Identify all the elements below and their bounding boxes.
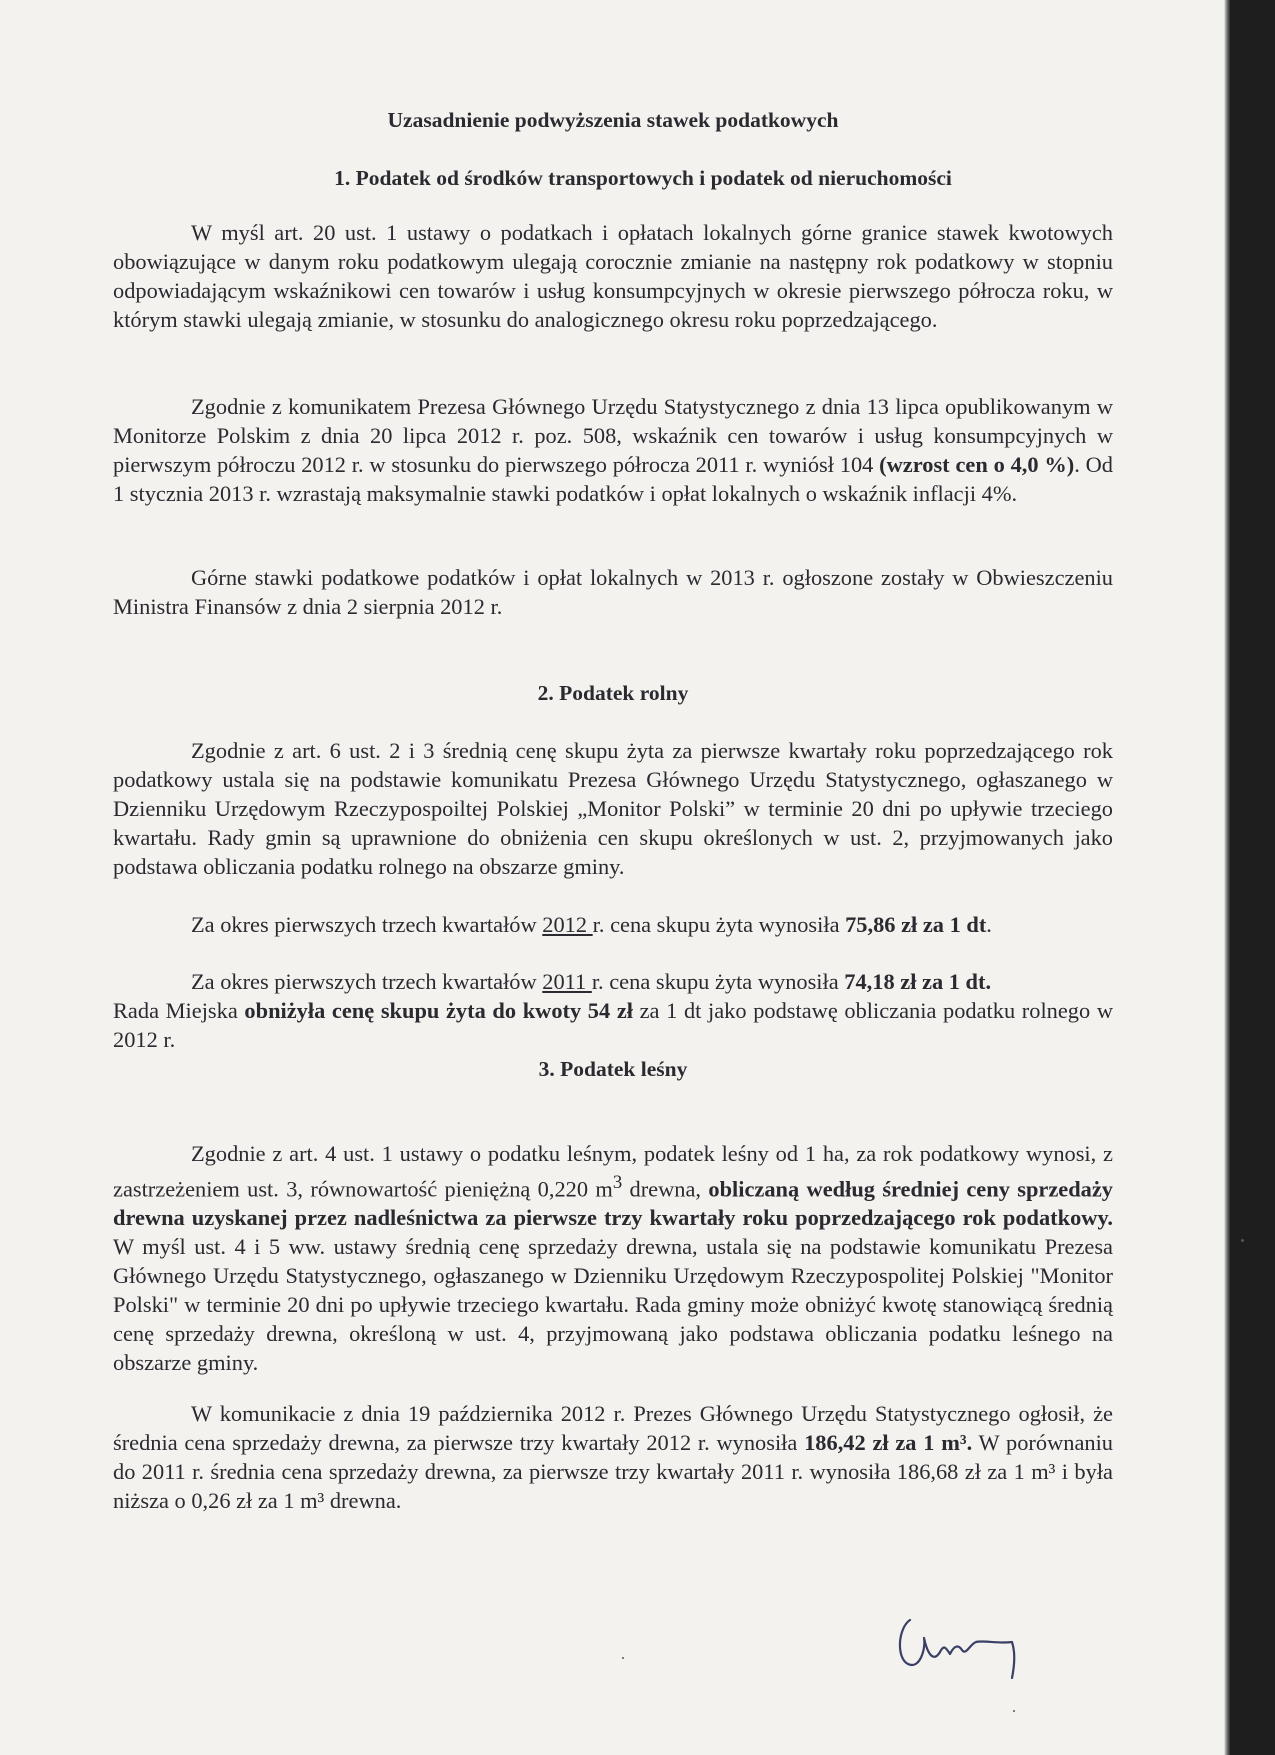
- section-2-paragraph-1: Zgodnie z art. 6 ust. 2 i 3 średnią cenę skupu żyta za pierwsze kwartały roku poprzedzającego rok podatkowy ustala się na podstawie komunikatu Prezesa Głównego Urzędu Statystycznego, ogłaszanego w Dzienniku Urzędowym Rzeczypospoiltej Polskiej „Monitor Polski” w terminie 20 dni po upływie trzeciego kwartału. Rady gmin są uprawnione do obniżenia cen skupu określonych w ust. 2, przyjmowanych jako podstawa obliczania podatku rolnego na obszarze gminy.: [113, 738, 1113, 879]
- section-3-paragraph-1: Zgodnie z art. 4 ust. 1 ustawy o podatku leśnym, podatek leśny od 1 ha, za rok podatkowy wynosi, z zastrzeżeniem ust. 3, równowartość pieniężną 0,220 $m^3$ drewna, obliczaną według średniej ceny sprzedaży drewna uzyskanej przez nadleśnictwa za pierwsze trzy kwartały roku poprzedzającego rok podatkowy. W myśl ust. 4 i 5 ww. ustawy średnią cenę sprzedaży drewna, ustala się na podstawie komunikatu Prezesa Głównego Urzędu Statystycznego, ogłaszanego w Dzienniku Urzędowym Rzeczypospolitej Polskiej "Monitor Polski" w terminie 20 dni po upływie trzeciego kwartału. Rada gminy może obniżyć kwotę stanowiącą średnią cenę sprzedaży drewna, określoną w ust. 4, przyjmowaną jako podstawa obliczania podatku leśnego na obszarze gminy.: [113, 1141, 1114, 1376]
- scan-page-edge: [1227, 0, 1275, 1755]
- section-1-paragraph-2: Zgodnie z komunikatem Prezesa Głównego Urzędu Statystycznego z dnia 13 lipca opublikowanym w Monitorze Polskim z dnia 20 lipca 2012 r. poz. 508, wskaźnik cen towarów i usług konsumpcyjnych w pierwszym półroczu 2012 r. w stosunku do pierwszego półrocza 2011 r. wyniósł 104 (wzrost cen o 4,0 %). Od 1 stycznia 2013 r. wzrastają maksymalnie stawki podatków i opłat lokalnych o wskaźnik inflacji 4%.: [113, 394, 1114, 506]
- inflation-highlight: (wzrost cen o 4,0 %): [879, 452, 1075, 477]
- section-3-paragraph-2: W komunikacie z dnia 19 października 2012 r. Prezes Głównego Urzędu Statystycznego ogłosił, że średnia cena sprzedaży drewna, za pierwsze trzy kwartały 2012 r. wynosiła 186,42 zł za 1 m³. W porównaniu do 2011 r. średnia cena sprzedaży drewna, za pierwsze trzy kwartały 2011 r. wynosiła 186,68 zł za 1 m³ i była niższa o 0,26 zł za 1 m³ drewna.: [113, 1401, 1113, 1513]
- section-1-paragraph-1: W myśl art. 20 ust. 1 ustawy o podatkach i opłatach lokalnych górne granice stawek kwotowych obowiązujące w danym roku podatkowym ulegają corocznie zmianie na następny rok podatkowy w stopniu odpowiadającym wskaźnikowi cen towarów i usług konsumpcyjnych w okresie pierwszego półrocza roku, w którym stawki ulegają zmianie, w stosunku do analogicznego okresu roku poprzedzającego.: [113, 220, 1113, 332]
- section-2-council-decision: Rada Miejska obniżyła cenę skupu żyta do kwoty 54 zł za 1 dt jako podstawę obliczania podatku rolnego w 2012 r.: [113, 998, 1114, 1052]
- section-2-rye-price-2011: Za okres pierwszych trzech kwartałów 2011 r. cena skupu żyta wynosiła 74,18 zł za 1 dt.: [191, 969, 992, 994]
- scan-speck: [1013, 1710, 1015, 1712]
- section-1-heading: 1. Podatek od środków transportowych i podatek od nieruchomości: [334, 166, 952, 190]
- section-2-rye-price-2012: Za okres pierwszych trzech kwartałów 2012 r. cena skupu żyta wynosiła 75,86 zł za 1 dt.: [191, 912, 992, 937]
- scan-speck: [1241, 1239, 1244, 1242]
- section-2-heading: 2. Podatek rolny: [537, 681, 689, 705]
- section-1-paragraph-3: Górne stawki podatkowe podatków i opłat lokalnych w 2013 r. ogłoszone zostały w Obwieszczeniu Ministra Finansów z dnia 2 sierpnia 2012 r.: [113, 565, 1113, 619]
- section-3-heading: 3. Podatek leśny: [538, 1057, 688, 1081]
- handwritten-signature: [890, 1598, 1050, 1688]
- scan-speck: [622, 1657, 624, 1659]
- document-title: Uzasadnienie podwyższenia stawek podatkowych: [387, 108, 839, 132]
